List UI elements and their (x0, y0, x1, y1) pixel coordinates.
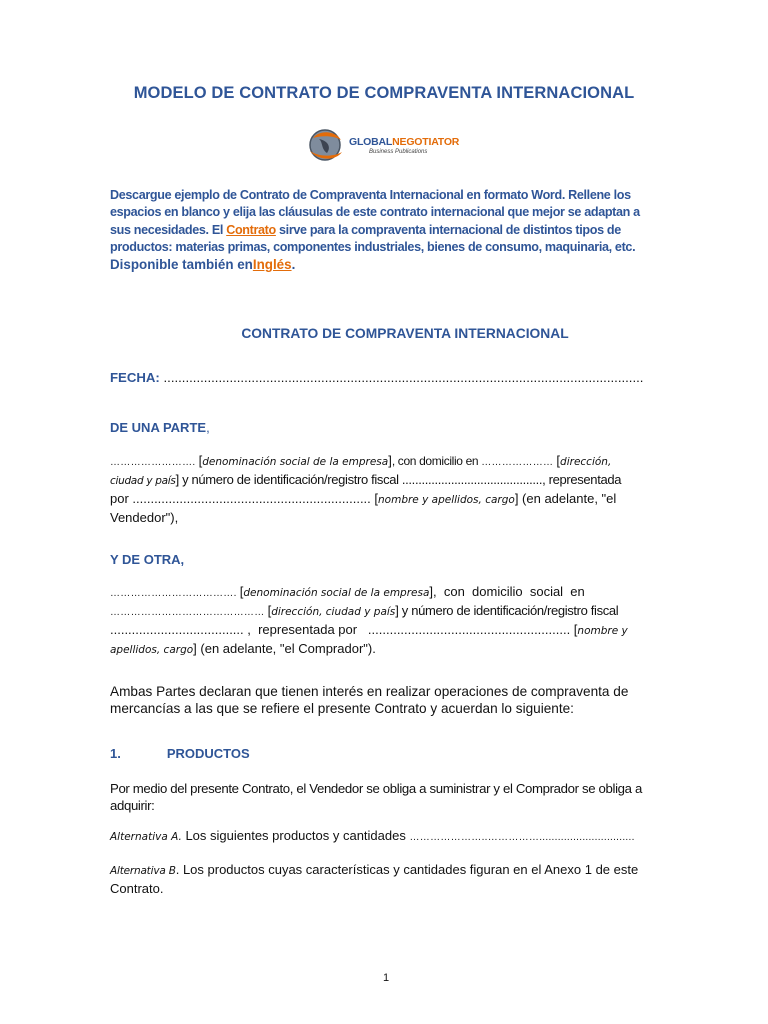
section-1-productos: 1. PRODUCTOS (110, 746, 250, 761)
globalnegotiator-logo (305, 124, 475, 166)
ingles-link[interactable]: Inglés (252, 257, 292, 273)
fecha-line (110, 370, 643, 385)
fecha-label: FECHA: (110, 370, 160, 385)
section-de-una-parte: DE UNA PARTE, (110, 420, 210, 435)
ambas-partes-paragraph: Ambas Partes declaran que tienen interés en realizar operaciones de compraventa de mercancías a las que se refiere el presente Contrato y acuerdan lo siguiente: (110, 684, 629, 716)
contrato-link[interactable]: Contrato (226, 222, 276, 237)
document-title: MODELO DE CONTRATO DE COMPRAVENTA INTERNACIONAL (133, 84, 635, 102)
globe-icon (305, 124, 349, 166)
logo-tagline: Business Publications (369, 149, 428, 155)
fecha-blank: ................................................................................................................................... (159, 370, 644, 385)
por-medio-paragraph: Por medio del presente Contrato, el Vendedor se obliga a suministrar y el Comprador se obliga a adquirir: (110, 781, 642, 813)
parte2-paragraph: ………………………………. [denominación social de la empresa], con domicilio social en ……………………………………… [dirección, ciudad y país] y número de identificación/registro fiscal ..................................... , representada por ........................................................ [nombre y apellidos, cargo] (en adelante, "el Comprador"). (110, 584, 628, 656)
parte1-paragraph: ……………………. [denominación social de la empresa], con domicilio en ………………… [dirección, ciudad y país] y número de identificación/registro fiscal ..........................................., representada por .................................................................. [nombre y apellidos, cargo] (en adelante, "el Vendedor"), (110, 453, 622, 525)
alternativa-b: Alternativa B. Los productos cuyas características y cantidades figuran en el Anexo 1 de este Contrato. (110, 862, 639, 896)
logo-wordmark: GLOBALNEGOTIATOR (349, 136, 460, 148)
section-y-de-otra: Y DE OTRA, (110, 552, 185, 567)
alternativa-a: Alternativa A. Los siguientes productos y cantidades …………………..……………............................... (110, 828, 635, 843)
intro-paragraph: Descargue ejemplo de Contrato de Compraventa Internacional en formato Word. Rellene los espacios en blanco y elija las cláusulas de este contrato internacional que mejor se adaptan a sus necesidades. El Contrato sirve para la compraventa internacional de distintos tipos de productos: materias primas, componentes industriales, bienes de consumo, maquinaria, etc. Disponible también enInglés. (110, 188, 640, 273)
contract-heading: CONTRATO DE COMPRAVENTA INTERNACIONAL (241, 326, 569, 341)
page-number: 1 (382, 972, 390, 984)
